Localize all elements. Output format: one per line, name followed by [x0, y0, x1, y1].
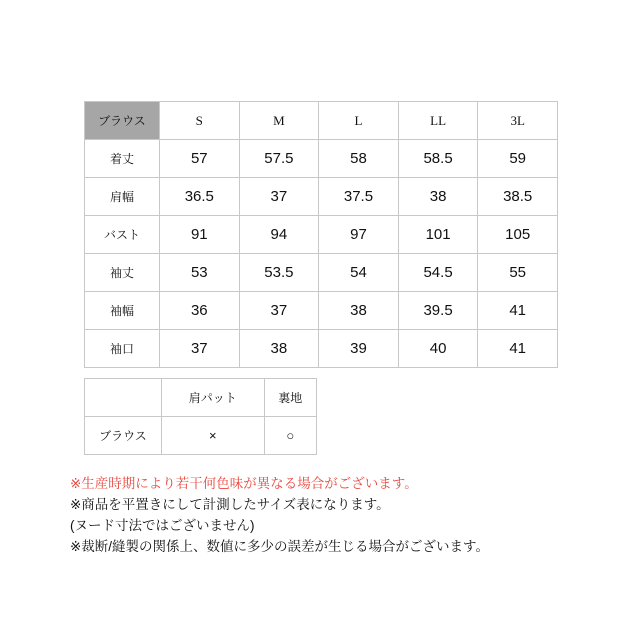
size-header-ll: LL: [398, 102, 478, 140]
table-row: [85, 216, 558, 254]
table-cell: 53.5: [239, 254, 319, 292]
table-cell: 54: [319, 254, 399, 292]
table-row: [85, 330, 558, 368]
row-label: ブラウス: [85, 417, 162, 455]
table-cell: 37: [239, 178, 319, 216]
table-cell: 37.5: [319, 178, 399, 216]
table-cell: 38: [239, 330, 319, 368]
table-cell: 59: [478, 140, 558, 178]
table-cell: 101: [398, 216, 478, 254]
row-label: 肩幅: [85, 178, 160, 216]
table-cell: 57: [160, 140, 240, 178]
table-row: [85, 178, 558, 216]
spec-table-corner: [85, 379, 162, 417]
table-cell: 36: [160, 292, 240, 330]
note-tolerance: ※裁断/縫製の関係上、数値に多少の誤差が生じる場合がございます。: [70, 539, 489, 554]
spec-header-shoulder-pad: 肩パット: [162, 379, 265, 417]
table-cell: 39.5: [398, 292, 478, 330]
shoulder-pad-value: ×: [162, 417, 265, 455]
table-cell: 105: [478, 216, 558, 254]
spec-table: [84, 378, 317, 455]
table-cell: 36.5: [160, 178, 240, 216]
row-label: 袖幅: [85, 292, 160, 330]
table-cell: 38: [319, 292, 399, 330]
spec-header-row: [85, 379, 317, 417]
table-cell: 55: [478, 254, 558, 292]
table-row: [85, 417, 317, 455]
table-cell: 58: [319, 140, 399, 178]
table-cell: 58.5: [398, 140, 478, 178]
table-cell: 37: [160, 330, 240, 368]
table-row: [85, 140, 558, 178]
size-header-l: L: [319, 102, 399, 140]
table-cell: 39: [319, 330, 399, 368]
table-cell: 41: [478, 292, 558, 330]
size-header-s: S: [160, 102, 240, 140]
lining-value: ○: [264, 417, 316, 455]
table-row: [85, 292, 558, 330]
table-cell: 40: [398, 330, 478, 368]
table-cell: 57.5: [239, 140, 319, 178]
size-table-corner-label: ブラウス: [85, 102, 160, 140]
size-header-row: [85, 102, 558, 140]
row-label: 着丈: [85, 140, 160, 178]
table-cell: 53: [160, 254, 240, 292]
size-header-3l: 3L: [478, 102, 558, 140]
table-cell: 41: [478, 330, 558, 368]
table-cell: 54.5: [398, 254, 478, 292]
row-label: 袖丈: [85, 254, 160, 292]
row-label: 袖口: [85, 330, 160, 368]
table-cell: 37: [239, 292, 319, 330]
spec-header-lining: 裏地: [264, 379, 316, 417]
row-label: バスト: [85, 216, 160, 254]
table-cell: 94: [239, 216, 319, 254]
size-header-m: M: [239, 102, 319, 140]
size-table: [84, 101, 558, 368]
table-cell: 38.5: [478, 178, 558, 216]
note-not-body-size: (ヌード寸法ではございません): [70, 518, 255, 533]
table-cell: 97: [319, 216, 399, 254]
notes: [70, 473, 489, 557]
note-color-variation: ※生産時期により若干何色味が異なる場合がございます。: [70, 476, 418, 491]
note-measurement-method: ※商品を平置きにして計測したサイズ表になります。: [70, 497, 390, 512]
table-cell: 91: [160, 216, 240, 254]
table-cell: 38: [398, 178, 478, 216]
table-row: [85, 254, 558, 292]
